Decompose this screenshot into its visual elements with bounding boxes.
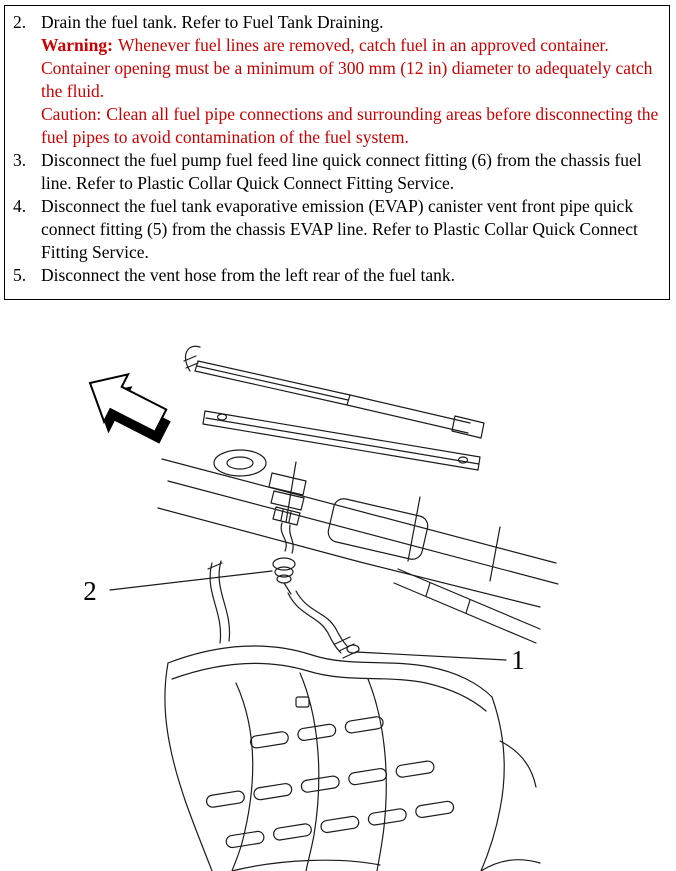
step-5 [13,264,659,287]
callout-1-label: 1 [511,645,525,675]
fuel-tank-figure [0,311,676,871]
warning-label: Warning: [41,35,113,55]
step-4 [13,195,659,264]
instructions-box [4,5,670,300]
warning-note [41,34,659,103]
step-3-number: 3. [13,150,27,170]
step-5-text: Disconnect the vent hose from the left rear of the fuel tank. [41,265,456,285]
caution-label: Caution: [41,104,102,124]
warning-text: Whenever fuel lines are removed, catch fuel in an approved container. Container opening must be a minimum of 300 mm (12 in) diameter to adequately catch the fluid. [41,35,653,101]
step-2 [13,11,659,34]
callout-1-leader [356,652,506,660]
step-3 [13,149,659,195]
direction-arrow-icon [77,361,177,456]
callout-2-label: 2 [83,576,97,606]
step-2-text: Drain the fuel tank. Refer to Fuel Tank Draining. [41,12,384,32]
caution-text: Clean all fuel pipe connections and surrounding areas before disconnecting the fuel pipes to avoid contamination of the fuel system. [41,104,659,147]
step-4-number: 4. [13,196,27,216]
step-2-number: 2. [13,12,27,32]
step-3-text: Disconnect the fuel pump fuel feed line quick connect fitting (6) from the chassis fuel line. Refer to Plastic Collar Quick Connect Fitting Service. [41,150,642,193]
fuel-tank-diagram [0,311,676,871]
step-4-text: Disconnect the fuel tank evaporative emission (EVAP) canister vent front pipe quick connect fitting (5) from the chassis EVAP line. Refer to Plastic Collar Quick Connect Fitting Service. [41,196,638,262]
step-5-number: 5. [13,265,27,285]
callout-leader-lines [110,571,506,660]
underbody-line-art [158,346,558,871]
callout-2-leader [110,571,272,590]
caution-note [41,103,659,149]
